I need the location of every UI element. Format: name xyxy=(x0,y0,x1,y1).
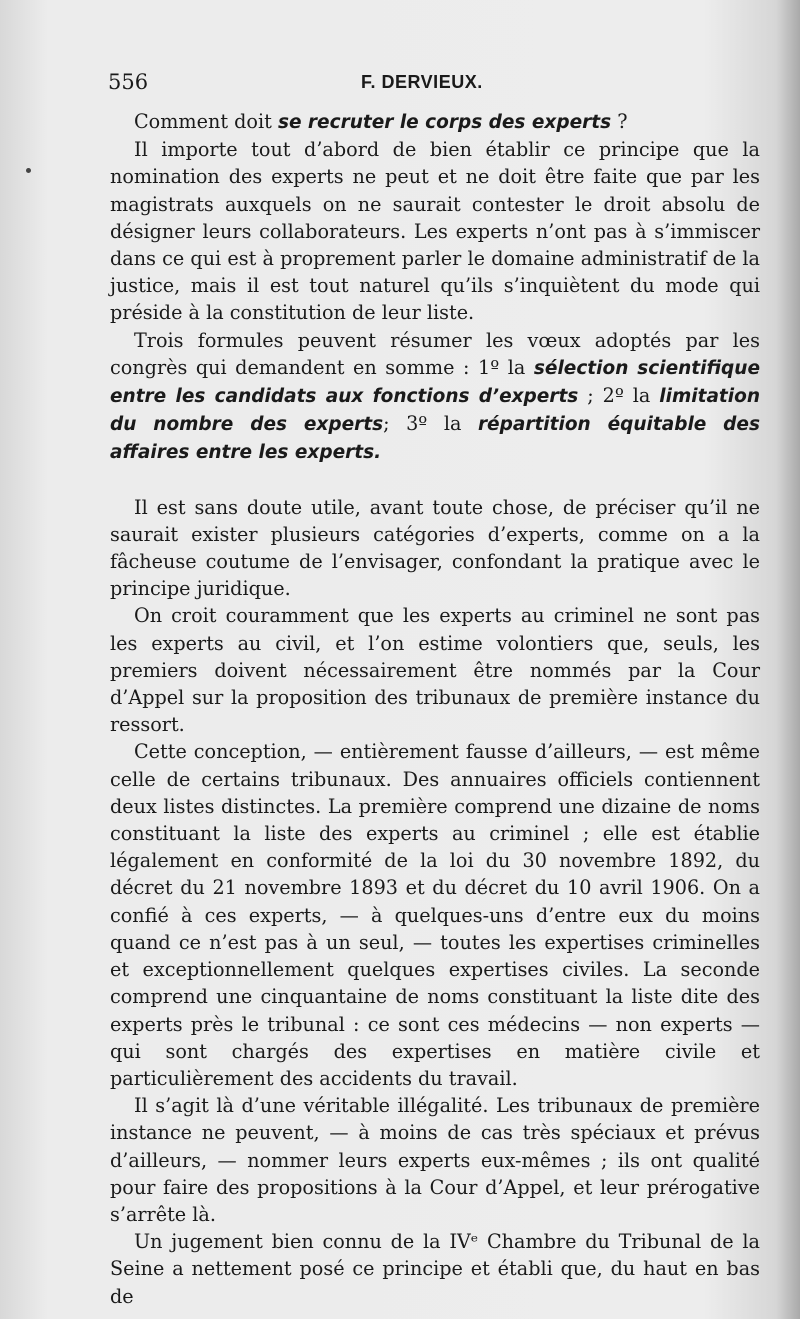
paragraph: Il s’agit là d’une véritable illégalité. Les tribunaux de première instance ne peuvent, — à moins de cas très spéciaux et prévus d’ailleurs, — nommer leurs experts eux-mêmes ; ils ont qualité pour faire des propositions à la Cour d’Appel, et leur prérogative s’arrête là. xyxy=(110,1094,760,1226)
paragraph: Comment doit se recruter le corps des experts ? xyxy=(134,110,628,133)
body-text xyxy=(110,108,760,1310)
emphasis: sélection scientifique entre les candidats aux fonctions d’experts xyxy=(110,357,760,408)
paragraph: Cette conception, — entièrement fausse d’ailleurs, — est même celle de certains tribunaux. Des annuaires officiels contiennent deux listes distinctes. La première comprend une dizaine de noms constituant la liste des experts au criminel ; elle est établie légalement en conformité de la loi du 30 novembre 1892, du décret du 21 novembre 1893 et du décret du 10 avril 1906. On a confié à ces experts, — à quelques-uns d’entre eux du moins quand ce n’est pas à un seul, — toutes les expertises criminelles et exceptionnellement quelques expertises civiles. La seconde comprend une cinquantaine de noms constituant la liste dite des experts près le tribunal : ce sont ces médecins — non experts — qui sont chargés des expertises en matière civile et particulièrement des accidents du travail. xyxy=(110,740,760,1090)
running-head: F. DERVIEUX. xyxy=(361,72,483,92)
paragraph: Il importe tout d’abord de bien établir ce principe que la nomination des experts ne peut et ne doit être faite que par les magistrats auxquels on ne saurait contester le droit absolu de désigner leurs collaborateurs. Les experts n’ont pas à s’immiscer dans ce qui est à proprement parler le domaine administratif de la justice, mais il est tout naturel qu’ils s’inquiètent du mode qui préside à la constitution de leur liste. xyxy=(110,138,760,325)
emphasis: se recruter le corps des experts xyxy=(277,112,612,133)
paragraph: Il est sans doute utile, avant toute chose, de préciser qu’il ne saurait exister plusieurs catégories d’experts, comme on a la fâcheuse coutume de l’envisager, confondant la pratique avec le principe juridique. xyxy=(110,495,760,601)
margin-mark xyxy=(26,168,31,173)
paragraph: Trois formules peuvent résumer les vœux adoptés par les congrès qui demandent en somme : 1º la sélection scientifique entre les candidats aux fonctions d’experts ; 2º la limitation du nombre des experts; 3º la répartition équitable des affaires entre les experts. xyxy=(110,328,760,464)
page-number: 556 xyxy=(108,70,149,94)
emphasis: répartition équitable des affaires entre les experts. xyxy=(110,414,760,464)
paragraph: Un jugement bien connu de la IVᵉ Chambre du Tribunal de la Seine a nettement posé ce principe et établi que, du haut en bas de xyxy=(110,1230,760,1308)
emphasis: limitation du nombre des experts xyxy=(110,386,760,436)
paragraph: On croit couramment que les experts au criminel ne sont pas les experts au civil, et l’on estime volontiers que, seuls, les premiers doivent nécessairement être nommés par la Cour d’Appel sur la proposition des tribunaux de première instance du ressort. xyxy=(110,604,760,737)
page-header xyxy=(108,70,740,100)
